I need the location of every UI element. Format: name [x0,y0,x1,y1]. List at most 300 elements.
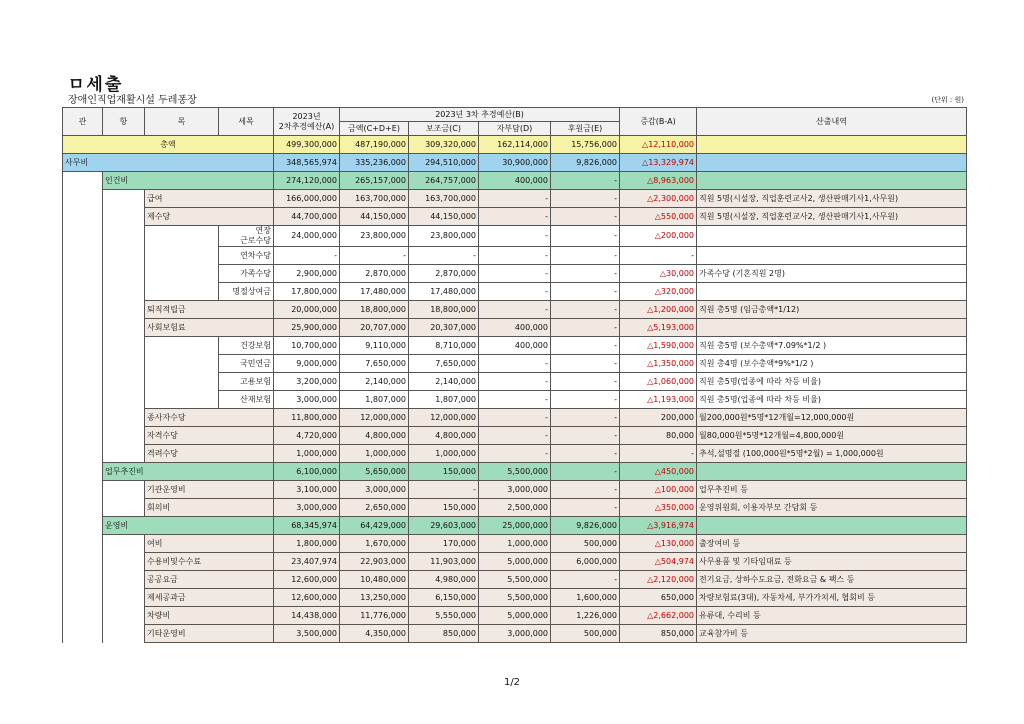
cell-self: 25,000,000 [479,517,551,535]
indent-cell [103,409,145,427]
col-gwan: 관 [63,108,103,136]
cell-amount: 4,350,000 [340,625,409,643]
indent-cell [103,190,145,208]
cell-amount: 17,480,000 [340,283,409,301]
cell-donation: - [551,337,620,355]
row-label-text: 제세공과금 [147,592,186,602]
cell-note: 직원 총4명 (보수총액*9%*1/2 ) [697,355,967,373]
row-label [145,607,274,625]
row-label [219,283,274,301]
cell-self: 162,114,000 [479,136,551,154]
indent-cell [63,481,103,499]
indent-cell [63,190,103,208]
table-header [63,108,967,136]
cell-subsidy: 264,757,000 [409,172,479,190]
row-label [145,571,274,589]
indent-cell [63,463,103,481]
row-label [145,535,274,553]
indent-cell [63,373,103,391]
row-label-text: 급여 [147,193,163,203]
cell-prev: 17,800,000 [274,283,340,301]
cell-prev: 1,000,000 [274,445,340,463]
table-row [63,625,967,643]
cell-note: 월200,000원*5명*12개월=12,000,000원 [697,409,967,427]
cell-donation: - [551,226,620,247]
cell-amount: 3,000,000 [340,481,409,499]
cell-diff: △2,120,000 [620,571,697,589]
table-row [63,301,967,319]
cell-self: 1,000,000 [479,535,551,553]
col-semok: 세목 [219,108,274,136]
indent-cell [63,283,103,301]
col-mok: 목 [145,108,219,136]
table-row [63,247,967,265]
cell-subsidy: 309,320,000 [409,136,479,154]
row-label-text: 공공요금 [147,574,178,584]
row-label-text: 운영비 [105,520,129,530]
cell-note: 교육참가비 등 [697,625,967,643]
row-label-text: 사회보험료 [147,322,186,332]
cell-note [697,226,967,247]
cell-subsidy: 150,000 [409,463,479,481]
cell-diff: △1,350,000 [620,355,697,373]
cell-self: 400,000 [479,337,551,355]
page-title: ㅁ세출 [68,75,124,95]
indent-cell [63,589,103,607]
cell-subsidy: 2,870,000 [409,265,479,283]
cell-subsidy: - [409,481,479,499]
cell-prev: 12,600,000 [274,571,340,589]
cell-subsidy: 20,307,000 [409,319,479,337]
row-label [145,481,274,499]
cell-self: - [479,301,551,319]
row-label [145,445,274,463]
cell-self: - [479,445,551,463]
cell-self: 5,500,000 [479,571,551,589]
cell-donation: - [551,499,620,517]
cell-donation: 9,826,000 [551,154,620,172]
cell-note [697,154,967,172]
cell-donation: - [551,481,620,499]
cell-note: 직원 총5명 (보수총액*7.09%*1/2 ) [697,337,967,355]
cell-self: 30,900,000 [479,154,551,172]
cell-self: - [479,373,551,391]
cell-amount: 2,140,000 [340,373,409,391]
cell-subsidy: 1,807,000 [409,391,479,409]
cell-note: 직원 5명(시설장, 직업훈련교사2, 생산판매기사1,사무원) [697,208,967,226]
cell-note [697,283,967,301]
cell-amount: 265,157,000 [340,172,409,190]
indent-cell [63,391,103,409]
cell-diff: 200,000 [620,409,697,427]
indent-cell [63,355,103,373]
row-label [145,301,274,319]
cell-self: - [479,247,551,265]
row-label-text: 사무비 [65,157,89,167]
row-label [219,391,274,409]
cell-amount: 2,870,000 [340,265,409,283]
cell-donation: - [551,571,620,589]
cell-subsidy: 29,603,000 [409,517,479,535]
indent-cell [103,301,145,319]
col-prev-budget [274,108,340,136]
indent-cell [63,445,103,463]
cell-subsidy: 294,510,000 [409,154,479,172]
cell-diff: △100,000 [620,481,697,499]
cell-donation: - [551,283,620,301]
cell-prev: 6,100,000 [274,463,340,481]
cell-amount: 10,480,000 [340,571,409,589]
subtitle: 장애인직업재활시설 두레퐁장 [68,95,197,106]
cell-diff: - [620,445,697,463]
cell-prev: 25,900,000 [274,319,340,337]
budget-table [62,107,967,643]
cell-prev: 3,000,000 [274,499,340,517]
cell-note [697,517,967,535]
cell-diff: △12,110,000 [620,136,697,154]
cell-amount: 11,776,000 [340,607,409,625]
indent-cell [145,373,219,391]
cell-donation: - [551,355,620,373]
row-label-text: 여비 [147,538,163,548]
row-label-text: 가족수당 [240,268,271,278]
cell-donation: - [551,445,620,463]
cell-diff: △1,060,000 [620,373,697,391]
cell-donation: 6,000,000 [551,553,620,571]
cell-prev: 14,438,000 [274,607,340,625]
table-row [63,409,967,427]
row-label [145,319,274,337]
indent-cell [63,226,103,247]
cell-prev: 9,000,000 [274,355,340,373]
cell-donation: 500,000 [551,535,620,553]
row-label [145,208,274,226]
cell-self: 400,000 [479,319,551,337]
cell-prev: 12,600,000 [274,589,340,607]
indent-cell [103,355,145,373]
table-row [63,172,967,190]
cell-self: - [479,265,551,283]
indent-cell [63,427,103,445]
cell-amount: 9,110,000 [340,337,409,355]
indent-cell [103,607,145,625]
cell-subsidy: 5,550,000 [409,607,479,625]
cell-prev: 348,565,974 [274,154,340,172]
cell-diff: △1,193,000 [620,391,697,409]
row-label-text: 퇴직적립금 [147,304,186,314]
col-donation: 후원금(E) [551,122,620,136]
row-label [219,265,274,283]
indent-cell [63,625,103,643]
row-label [219,355,274,373]
cell-diff: △1,200,000 [620,301,697,319]
cell-diff: 80,000 [620,427,697,445]
row-label-text: 연차수당 [240,250,271,260]
indent-cell [63,499,103,517]
indent-cell [103,391,145,409]
row-label [145,190,274,208]
row-label-text: 연장 [255,226,271,235]
cell-diff: △5,193,000 [620,319,697,337]
cell-prev: 1,800,000 [274,535,340,553]
cell-prev: 3,500,000 [274,625,340,643]
cell-diff: 850,000 [620,625,697,643]
row-label [219,247,274,265]
row-label-text: 명절상여금 [232,286,271,296]
cell-donation: - [551,301,620,319]
cell-self: - [479,409,551,427]
cell-donation: - [551,427,620,445]
row-label [145,427,274,445]
cell-donation: 500,000 [551,625,620,643]
cell-amount: 22,903,000 [340,553,409,571]
col-prev-line2: 2차추경예산(A) [278,121,335,131]
row-label-text: 총액 [160,139,176,149]
table-row [63,463,967,481]
table-row [63,553,967,571]
cell-note [697,172,967,190]
indent-cell [103,226,145,247]
cell-diff: △30,000 [620,265,697,283]
row-label [103,517,274,535]
indent-cell [103,247,145,265]
col-prev-line1: 2023년 [292,111,321,121]
cell-note: 월80,000원*5명*12개월=4,800,000원 [697,427,967,445]
cell-subsidy: 17,480,000 [409,283,479,301]
cell-self: - [479,427,551,445]
cell-donation: - [551,190,620,208]
row-label-text: 건강보험 [240,340,271,350]
indent-cell [63,319,103,337]
indent-cell [103,481,145,499]
indent-cell [145,355,219,373]
table-row [63,589,967,607]
table-row [63,208,967,226]
cell-self: 3,000,000 [479,481,551,499]
row-label [145,499,274,517]
cell-prev: 3,100,000 [274,481,340,499]
indent-cell [103,265,145,283]
table-row [63,337,967,355]
cell-amount: 12,000,000 [340,409,409,427]
cell-amount: 5,650,000 [340,463,409,481]
cell-subsidy: 23,800,000 [409,226,479,247]
table-row [63,226,967,247]
cell-self: - [479,226,551,247]
row-label-text: 수용비및수수료 [147,556,202,566]
cell-note: 전기요금, 상하수도요금, 전화요금 & 팩스 등 [697,571,967,589]
row-label-text: 업무추진비 [105,466,144,476]
cell-note: 차량보험료(3대), 자동차세, 부가가치세, 협회비 등 [697,589,967,607]
cell-self: 5,000,000 [479,607,551,625]
indent-cell [145,391,219,409]
cell-subsidy: 4,980,000 [409,571,479,589]
cell-subsidy: 18,800,000 [409,301,479,319]
row-label-text: 고용보험 [240,376,271,386]
table-row [63,517,967,535]
table-row [63,136,967,154]
cell-self: - [479,355,551,373]
cell-self: - [479,391,551,409]
table-row [63,445,967,463]
indent-cell [63,535,103,553]
col-diff: 증감(B-A) [620,108,697,136]
cell-amount: 13,250,000 [340,589,409,607]
cell-prev: 499,300,000 [274,136,340,154]
cell-self: - [479,190,551,208]
indent-cell [63,571,103,589]
row-label [145,625,274,643]
row-label-text: 회의비 [147,502,171,512]
cell-subsidy: 2,140,000 [409,373,479,391]
indent-cell [63,517,103,535]
cell-amount: 64,429,000 [340,517,409,535]
cell-donation: - [551,391,620,409]
cell-note: 출장여비 등 [697,535,967,553]
indent-cell [63,265,103,283]
cell-diff: - [620,247,697,265]
indent-cell [63,301,103,319]
cell-note [697,463,967,481]
cell-diff: △3,916,974 [620,517,697,535]
row-label [145,409,274,427]
table-row [63,373,967,391]
indent-cell [63,553,103,571]
cell-amount: 44,150,000 [340,208,409,226]
indent-cell [145,337,219,355]
cell-diff: △13,329,974 [620,154,697,172]
cell-diff: △504,974 [620,553,697,571]
row-label [103,172,274,190]
cell-amount: 163,700,000 [340,190,409,208]
cell-diff: △200,000 [620,226,697,247]
cell-prev: 4,720,000 [274,427,340,445]
table-row [63,355,967,373]
indent-cell [145,283,219,301]
cell-self: 5,000,000 [479,553,551,571]
cell-amount: 2,650,000 [340,499,409,517]
cell-prev: 274,120,000 [274,172,340,190]
table-row [63,391,967,409]
cell-prev: - [274,247,340,265]
indent-cell [63,409,103,427]
cell-subsidy: 12,000,000 [409,409,479,427]
cell-donation: 1,600,000 [551,589,620,607]
row-label-text: 격려수당 [147,448,178,458]
cell-subsidy: - [409,247,479,265]
row-label-text: 산재보험 [240,394,271,404]
cell-donation: - [551,319,620,337]
row-label [103,463,274,481]
cell-note: 직원 5명(시설장, 직업훈련교사2, 생산판매기사1,사무원) [697,190,967,208]
col-amount: 금액(C+D+E) [340,122,409,136]
row-label-text: 차량비 [147,610,171,620]
cell-subsidy: 163,700,000 [409,190,479,208]
cell-amount: 1,670,000 [340,535,409,553]
table-row [63,571,967,589]
indent-cell [63,337,103,355]
indent-cell [63,607,103,625]
table-row [63,265,967,283]
cell-donation: - [551,409,620,427]
col-subsidy: 보조금(C) [409,122,479,136]
cell-note: 운영위원회, 이용자부모 간담회 등 [697,499,967,517]
cell-note: 사무용품 및 기타임대료 등 [697,553,967,571]
row-label [219,373,274,391]
row-label [63,136,274,154]
cell-prev: 68,345,974 [274,517,340,535]
cell-diff: △320,000 [620,283,697,301]
col-note: 산출내역 [697,108,967,136]
cell-subsidy: 44,150,000 [409,208,479,226]
cell-donation: - [551,373,620,391]
cell-subsidy: 7,650,000 [409,355,479,373]
cell-amount: 23,800,000 [340,226,409,247]
cell-note [697,136,967,154]
row-label-text-2: 근로수당 [240,236,271,245]
cell-prev: 3,200,000 [274,373,340,391]
cell-diff: △350,000 [620,499,697,517]
indent-cell [103,337,145,355]
unit-label: (단위 : 원) [931,96,964,104]
table-row [63,535,967,553]
cell-diff: △2,662,000 [620,607,697,625]
cell-note [697,247,967,265]
indent-cell [63,247,103,265]
indent-cell [103,283,145,301]
cell-donation: 15,756,000 [551,136,620,154]
cell-donation: - [551,172,620,190]
cell-prev: 3,000,000 [274,391,340,409]
row-label-text: 국민연금 [240,358,271,368]
indent-cell [145,265,219,283]
cell-note: 직원 총5명(업종에 따라 차등 비율) [697,391,967,409]
cell-self: - [479,208,551,226]
cell-amount: - [340,247,409,265]
row-label-text: 기타운영비 [147,628,186,638]
cell-diff: 650,000 [620,589,697,607]
cell-prev: 2,900,000 [274,265,340,283]
cell-self: 3,000,000 [479,625,551,643]
cell-note: 추석,설명절 (100,000원*5명*2월) = 1,000,000원 [697,445,967,463]
cell-prev: 23,407,974 [274,553,340,571]
row-label [145,589,274,607]
indent-cell [103,571,145,589]
cell-subsidy: 4,800,000 [409,427,479,445]
indent-cell [145,226,219,247]
indent-cell [103,427,145,445]
indent-cell [63,172,103,190]
table-body [63,136,967,643]
cell-self: 5,500,000 [479,463,551,481]
table-row [63,427,967,445]
cell-note [697,319,967,337]
cell-donation: 1,226,000 [551,607,620,625]
cell-amount: 18,800,000 [340,301,409,319]
cell-prev: 20,000,000 [274,301,340,319]
page-number: 1/2 [503,677,521,688]
table-row [63,319,967,337]
cell-donation: 9,826,000 [551,517,620,535]
indent-cell [103,445,145,463]
indent-cell [103,208,145,226]
table-row [63,154,967,172]
cell-subsidy: 11,903,000 [409,553,479,571]
row-label-text: 기관운영비 [147,484,186,494]
col-hang: 항 [103,108,145,136]
cell-diff: △2,300,000 [620,190,697,208]
row-label [145,553,274,571]
